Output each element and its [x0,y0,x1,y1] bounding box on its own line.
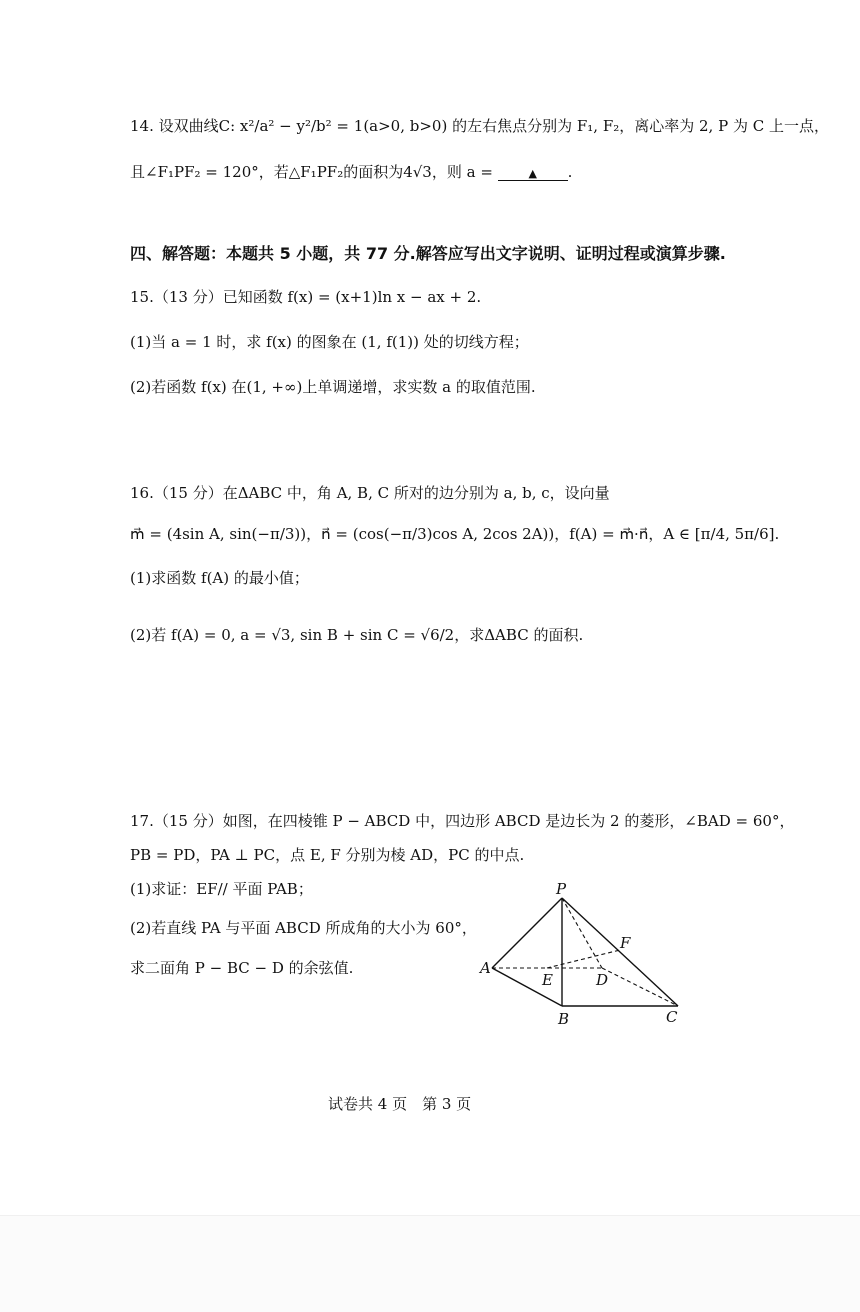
label-b: B [558,1010,570,1028]
q15-stem: 15.（13 分）已知函数 f(x) = (x+1)ln x − ax + 2. [130,288,482,306]
blank-triangle-icon: ▲ [528,167,537,180]
q17-part2b: 求二面角 P − BC − D 的余弦值. [130,959,354,977]
q16-part1: (1)求函数 f(A) 的最小值； [130,569,309,587]
scan-margin [0,1215,860,1312]
q17-line2: PB = PD，PA ⊥ PC，点 E, F 分别为棱 AD，PC 的中点. [130,846,525,864]
label-c: C [666,1008,678,1026]
q14-line2-prefix: 且∠F₁PF₂ = 120°，若△F₁PF₂的面积为4√3，则 a = [130,163,498,181]
q17-part1: (1)求证：EF// 平面 PAB； [130,880,313,898]
q16-vectors: m⃗ = (4sin A, sin(−π/3))，n⃗ = (cos(−π/3)cos A, 2cos 2A))，f(A) = m⃗·n⃗，A ∈ [π/4, 5π/6]. [130,525,780,543]
edge-pd [562,898,602,968]
pyramid-figure [470,878,700,1028]
q15-part1: (1)当 a = 1 时，求 f(x) 的图象在 (1, f(1)) 处的切线方程； [130,333,529,351]
edge-dc [602,968,678,1006]
segment-ef [547,950,620,968]
label-a: A [480,959,491,977]
label-d: D [596,971,609,989]
section-title: 四、解答题：本题共 5 小题，共 77 分.解答应写出文字说明、证明过程或演算步骤. [130,244,726,263]
label-e: E [542,971,553,989]
q16-stem: 16.（15 分）在ΔABC 中，角 A, B, C 所对的边分别为 a, b, c，设向量 [130,484,610,502]
page-footer: 试卷共 4 页 第 3 页 [328,1095,472,1113]
label-f: F [620,934,631,952]
answer-blank [498,164,568,181]
edge-pc [562,898,678,1006]
label-p: P [556,880,567,898]
edge-pa [492,898,562,968]
q14-line2 [130,162,572,182]
q15-part2: (2)若函数 f(x) 在(1, +∞)上单调递增，求实数 a 的取值范围. [130,378,536,396]
q17-stem: 17.（15 分）如图，在四棱锥 P − ABCD 中，四边形 ABCD 是边长为 2 的菱形，∠BAD = 60°， [130,812,795,830]
q17-part2: (2)若直线 PA 与平面 ABCD 所成角的大小为 60°， [130,919,477,937]
q16-part2: (2)若 f(A) = 0, a = √3, sin B + sin C = √6/2，求ΔABC 的面积. [130,626,584,644]
q14-line1: 14. 设双曲线C: x²/a² − y²/b² = 1(a>0, b>0) 的左右焦点分别为 F₁, F₂，离心率为 2, P 为 C 上一点， [130,117,829,135]
q14-line2-suffix: . [567,163,573,181]
